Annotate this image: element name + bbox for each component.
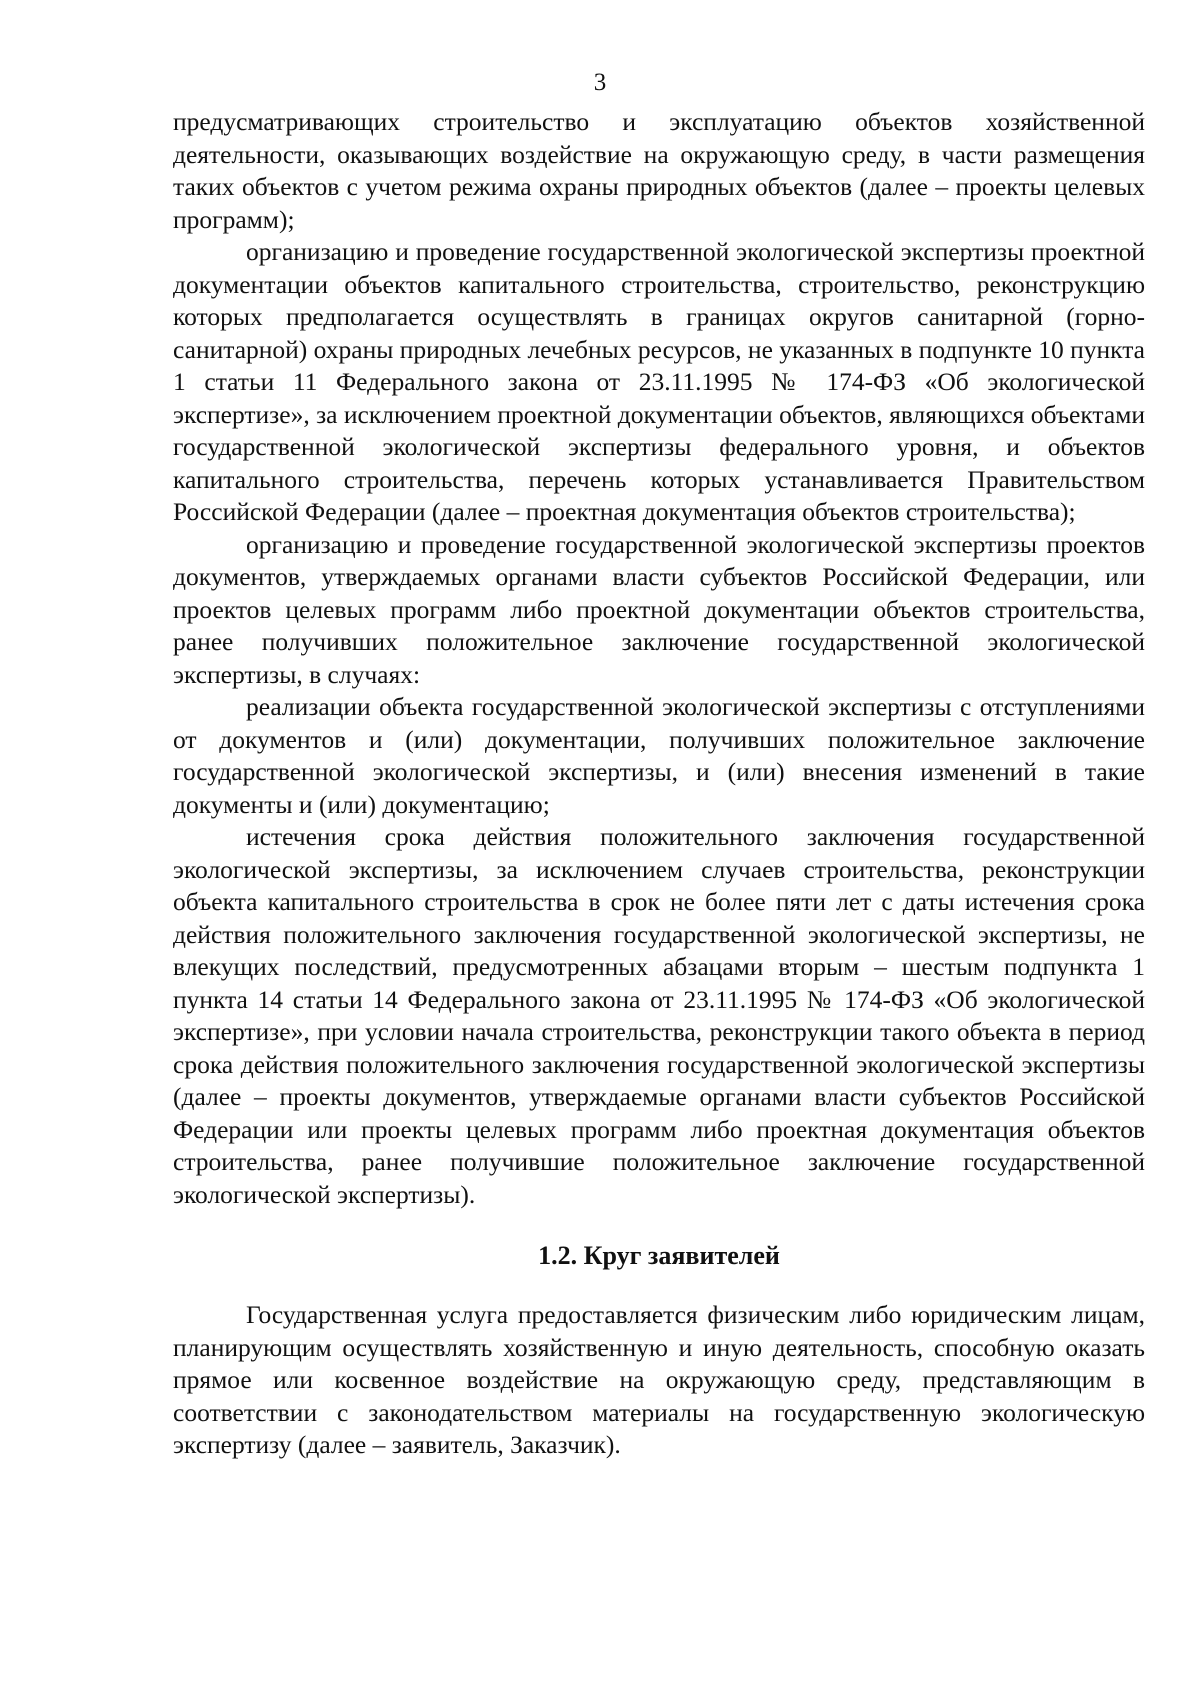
paragraph-continuation: предусматривающих строительство и эксплуатацию объектов хозяйственной деятельности, оказывающих воздействие на окружающую среду, в части размещения таких объектов с учетом режима охраны природных объектов (далее – проекты целевых программ); [173, 107, 1145, 234]
paragraph-applicants: Государственная услуга предоставляется физическим либо юридическим лицам, планирующим осуществлять хозяйственную и иную деятельность, способную оказать прямое или косвенное воздействие на окружающую среду, представляющим в соответствии с законодательством материалы на государственную экологическую экспертизу (далее – заявитель, Заказчик). [173, 1300, 1145, 1459]
paragraph-case-deviations: реализации объекта государственной экологической экспертизы с отступлениями от документов и (или) документации, получивших положительное заключение государственной экологической экспертизы, и (или) внесения изменений в такие документы и (или) документацию; [173, 692, 1145, 819]
paragraph-expertise-repeated-cases: организацию и проведение государственной экологической экспертизы проектов документов, утверждаемых органами власти субъектов Российской Федерации, или проектов целевых программ либо проектной документации объектов строительства, ранее получивших положительное заключение государственной экологической экспертизы, в случаях: [173, 529, 1145, 689]
section-heading: 1.2. Круг заявителей [538, 1241, 780, 1270]
paragraph-case-expiry: истечения срока действия положительного заключения государственной экологической экспертизы, за исключением случаев строительства, реконструкции объекта капитального строительства в срок не более пяти лет с даты истечения срока действия положительного заключения государственной экологической экспертизы, не влекущих последствий, предусмотренных абзацами вторым – шестым подпункта 1 пункта 14 статьи 14 Федерального закона от 23.11.1995 № 174-ФЗ «Об экологической экспертизе», при условии начала строительства, реконструкции такого объекта в период срока действия положительного заключения государственной экологической экспертизы (далее – проекты документов, утверждаемые органами власти субъектов Российской Федерации или проекты целевых программ либо проектная документация объектов строительства, ранее получившие положительное заключение государственной экологической экспертизы). [173, 822, 1145, 1209]
paragraph-expertise-project-documentation: организацию и проведение государственной экологической экспертизы проектной документации объектов капитального строительства, строительство, реконструкцию которых предполагается осуществлять в границах округов санитарной (горно-санитарной) охраны природных лечебных ресурсов, не указанных в подпункте 10 пункта 1 статьи 11 Федерального закона от 23.11.1995 № 174-ФЗ «Об экологической экспертизе», за исключением проектной документации объектов, являющихся объектами государственной экологической экспертизы федерального уровня, и объектов капитального строительства, перечень которых устанавливается Правительством Российской Федерации (далее – проектная документация объектов строительства); [173, 237, 1146, 526]
document-body [173, 106, 1145, 1462]
page-number: 3 [593, 69, 607, 96]
